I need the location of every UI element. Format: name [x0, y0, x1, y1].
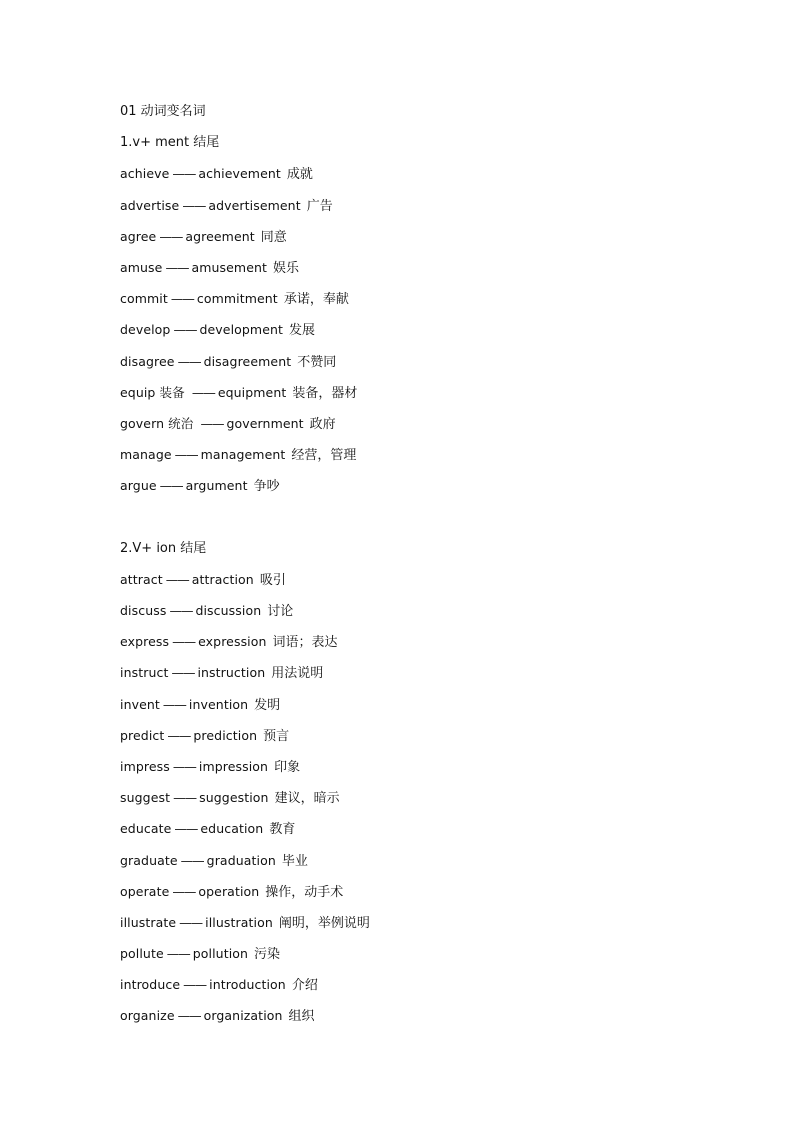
noun-text: management: [200, 447, 286, 463]
verb-text: attract: [120, 571, 163, 587]
dash-separator: ——: [162, 696, 186, 712]
word-entry: [120, 725, 680, 756]
meaning-text: 发明: [254, 697, 281, 713]
dash-separator: ——: [173, 790, 197, 806]
meaning-text: 毕业: [281, 853, 308, 869]
noun-text: amusement: [191, 259, 268, 275]
meaning-text: 用法说明: [271, 666, 324, 682]
section-ment: [120, 132, 680, 506]
meaning-text: 装备，器材: [292, 385, 358, 401]
word-entry: [120, 475, 680, 506]
dash-separator: ——: [172, 166, 196, 182]
section-ion: [120, 538, 680, 1037]
document-title: 01 动词变名词: [120, 104, 206, 119]
meaning-text: 教育: [269, 822, 296, 838]
word-entry: [120, 600, 680, 631]
meaning-text: 阐明，举例说明: [278, 915, 370, 931]
dash-separator: ——: [174, 447, 198, 463]
noun-text: introduction: [209, 977, 286, 993]
word-entry: [120, 413, 680, 444]
noun-text: advertisement: [208, 197, 301, 213]
verb-text: instruct: [120, 665, 169, 681]
word-entry: [120, 850, 680, 881]
dash-separator: ——: [173, 322, 197, 338]
dash-separator: ——: [200, 415, 224, 431]
meaning-text: 同意: [260, 229, 287, 245]
word-entry: [120, 631, 680, 662]
noun-text: discussion: [195, 603, 262, 618]
dash-separator: ——: [179, 914, 203, 930]
noun-text: operation: [198, 883, 260, 899]
word-list: [120, 163, 680, 506]
word-entry: [120, 912, 680, 943]
dash-separator: ——: [180, 852, 204, 868]
meaning-text: 讨论: [267, 604, 294, 619]
word-entry: [120, 694, 680, 725]
dash-separator: ——: [166, 946, 190, 962]
noun-text: suggestion: [199, 790, 269, 806]
noun-text: disagreement: [203, 353, 292, 369]
noun-text: education: [200, 821, 264, 837]
verb-text: pollute: [120, 946, 164, 962]
word-entry: [120, 444, 680, 475]
verb-text: express: [120, 634, 170, 650]
word-entry: [120, 818, 680, 849]
meaning-text: 建议，暗示: [274, 791, 340, 807]
verb-text: suggest: [120, 790, 171, 806]
dash-separator: ——: [165, 571, 189, 587]
noun-text: agreement: [185, 228, 255, 244]
meaning-text: 承诺，奉献: [283, 292, 349, 308]
noun-text: graduation: [206, 852, 276, 868]
word-entry: [120, 1005, 680, 1036]
word-entry: [120, 881, 680, 912]
dash-separator: ——: [177, 1008, 201, 1024]
word-entry: [120, 257, 680, 288]
meaning-text: 污染: [254, 947, 281, 963]
section-spacer: [120, 506, 680, 537]
noun-text: invention: [188, 696, 249, 712]
verb-text: illustrate: [120, 914, 177, 930]
word-entry: [120, 943, 680, 974]
noun-text: impression: [198, 758, 269, 774]
section-heading: 1.v+ ment 结尾: [120, 135, 220, 151]
verb-text: graduate: [120, 852, 178, 868]
word-entry: [120, 319, 680, 350]
meaning-text: 发展: [289, 323, 316, 339]
meaning-text: 经营，管理: [291, 448, 357, 464]
word-entry: [120, 787, 680, 818]
dash-separator: ——: [171, 665, 195, 681]
noun-text: development: [199, 322, 284, 338]
word-entry: [120, 288, 680, 319]
noun-text: commitment: [196, 291, 278, 307]
noun-text: organization: [203, 1008, 283, 1024]
word-entry: [120, 351, 680, 382]
verb-text: manage: [120, 447, 172, 463]
verb-text: equip 装备: [120, 384, 189, 400]
verb-text: advertise: [120, 197, 180, 213]
dash-separator: ——: [183, 977, 207, 993]
meaning-text: 操作，动手术: [265, 884, 344, 900]
dash-separator: ——: [170, 291, 194, 307]
verb-text: educate: [120, 821, 172, 837]
meaning-text: 预言: [263, 728, 290, 744]
noun-text: pollution: [192, 946, 249, 962]
meaning-text: 不赞同: [297, 354, 337, 370]
word-entry: [120, 195, 680, 226]
word-entry: [120, 974, 680, 1005]
verb-text: achieve: [120, 166, 170, 182]
dash-separator: ——: [159, 228, 183, 244]
dash-separator: ——: [159, 478, 183, 494]
dash-separator: ——: [165, 259, 189, 275]
dash-separator: ——: [172, 634, 196, 650]
word-list: [120, 569, 680, 1037]
meaning-text: 介绍: [291, 978, 318, 994]
dash-separator: ——: [172, 758, 196, 774]
meaning-text: 争吵: [253, 479, 280, 495]
verb-text: impress: [120, 758, 170, 774]
meaning-text: 政府: [309, 416, 336, 432]
noun-text: illustration: [205, 914, 273, 930]
meaning-text: 吸引: [259, 572, 286, 588]
noun-text: equipment: [217, 384, 287, 400]
word-entry: [120, 756, 680, 787]
verb-text: commit: [120, 291, 168, 307]
word-entry: [120, 569, 680, 600]
word-entry: [120, 226, 680, 257]
word-entry: [120, 163, 680, 194]
meaning-text: 组织: [288, 1009, 315, 1025]
verb-text: argue: [120, 478, 157, 494]
dash-separator: ——: [167, 727, 191, 743]
noun-text: argument: [185, 478, 248, 494]
verb-text: predict: [120, 727, 165, 743]
noun-text: instruction: [197, 665, 266, 681]
verb-text: introduce: [120, 977, 181, 993]
word-entry: [120, 662, 680, 693]
verb-text: develop: [120, 322, 171, 338]
verb-text: amuse: [120, 259, 163, 275]
dash-separator: ——: [182, 197, 206, 213]
meaning-text: 词语；表达: [272, 635, 338, 651]
verb-text: discuss: [120, 603, 167, 618]
meaning-text: 成就: [286, 167, 313, 183]
noun-text: expression: [198, 634, 267, 650]
noun-text: government: [226, 415, 304, 431]
noun-text: achievement: [198, 166, 281, 182]
meaning-text: 娱乐: [273, 260, 300, 276]
verb-text: agree: [120, 228, 157, 244]
noun-text: prediction: [193, 727, 258, 743]
verb-text: invent: [120, 696, 160, 712]
verb-text: organize: [120, 1008, 175, 1024]
dash-separator: ——: [174, 821, 198, 837]
document-content: [120, 101, 680, 1037]
dash-separator: ——: [177, 353, 201, 369]
meaning-text: 广告: [306, 198, 333, 214]
section-heading: 2.V+ ion 结尾: [120, 540, 207, 556]
dash-separator: ——: [169, 603, 193, 618]
verb-text: govern 统治: [120, 415, 198, 431]
dash-separator: ——: [172, 883, 196, 899]
dash-separator: ——: [191, 384, 215, 400]
verb-text: operate: [120, 883, 170, 899]
word-entry: [120, 382, 680, 413]
meaning-text: 印象: [274, 759, 301, 775]
verb-text: disagree: [120, 353, 175, 369]
noun-text: attraction: [191, 571, 254, 587]
